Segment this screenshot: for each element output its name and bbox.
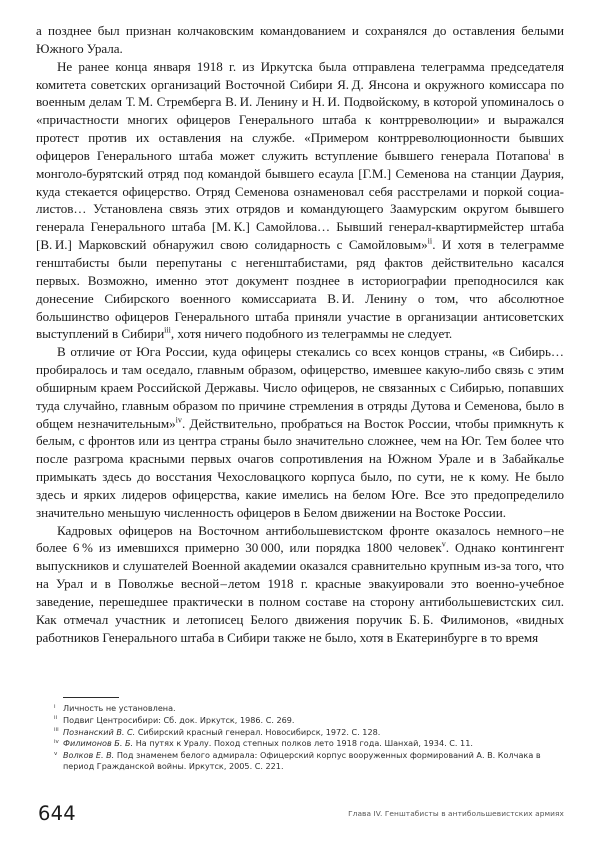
- footnote-item: [36, 727, 564, 738]
- footnote-separator-rule: [63, 697, 119, 698]
- footnote-marker: ii: [54, 715, 58, 722]
- paragraph-siberia: В отличие от Юга России, куда офицеры стекались со всех концов страны, «в Сибирь… пробиралось и там оседало, главным образом, офицерство, имевшее какую-либо связь с этим обширным краем Российской Державы. Число офицеров, не связанных с Сибирью, попавших туда случайно, главным образом по причине стремления в отряды Дутова и Семенова, было в общем незначительным»$^{iv}$. Действительно, пробраться на Восток России, чтобы примкнуть к белым, с фронтов или из центра страны было значительно сложнее, чем на Юг. Тем более что после разгрома красными первых очагов сопротивления на Южном Урале и в Забайкалье примыкать здесь до восстания Чехословацкого корпуса было, по сути, не к кому. Не было здесь и ярких лидеров офицерства, какие имелись на белом Юге. Все это предопределило значительно меньшую численность офицеров в Белом движении на Востоке России.: [36, 344, 564, 520]
- page-body-text: [36, 22, 564, 647]
- footnote-text: Под знаменем белого адмирала: Офицерский корпус вооруженных формирований А. В. Колчака в период Гражданской войны. Иркутск, 2005. С. 221.: [63, 750, 541, 772]
- page-footer: [0, 800, 600, 840]
- footnote-text: Подвиг Центросибири: Сб. док. Иркутск, 1986. С. 269.: [63, 714, 295, 725]
- footnote-author: Волков Е. В.: [63, 750, 117, 761]
- footnote-item: [36, 738, 564, 749]
- paragraph-cadre-officers: Кадровых офицеров на Восточном антибольшевистском фронте оказалось немного – не более 6 % из имевшихся примерно 30 000, или порядка 1800 человек$^v$. Однако контингент выпускников и слушателей Военной академии оказался сравнительно крупным из-за того, что на Урал и в Поволжье весной – летом 1918 г. красные эвакуировали это военно-учебное заведение, перешедшее практически в полном составе на сторону антибольшевистских сил. Как отмечал участник и летописец Белого движения поручик Б. Б. Филимонов, «видных работников Генерального штаба в Сибири также не было, хотя в Екатеринбурге в то время: [36, 522, 565, 645]
- footnote-marker: v: [54, 750, 58, 757]
- paragraph-telegram: Не ранее конца января 1918 г. из Иркутска была отправлена телеграмма председателя комитета советских организаций Восточной Сибири Я. Д. Янсона и окружного комиссара по военным делам Т. М. Стремберга В. И. Ленину и Н. И. Подвойскому, в которой упоминалось о «причастности многих офицеров Генерального штаба к контрреволюции» и выражался протест против их оставления на службе. «Примером контрреволюционности бывших офицеров Генерального штаба может служить вступление бывшего генерала Потапова$^i$ в монголо-бурятский отряд под командой бывшего есаула [Г.М.] Семенова на станции Даурия, куда стекается офицерство. Отряд Семенова ознаменовал себя расстрелами и поркой социалистов… Установлена связь этих отрядов и командующего Заамурским округом бывшего генерала Генерального штаба [М. К.] Самойлова… Бывший генерал-квартирмейстер штаба [В. И.] Марковский обнаружил свою солидарность с Самойловым»$^{ii}$. И хотя в телеграмме генштабисты были перепутаны с негенштабистами, ряд фактов действительно касался первых. Возможно, именно этот документ позднее в историографии преподносился как донесение Сибирского военного комиссариата В. И. Ленину о том, что абсолютное большинство офицеров Генерального штаба приняли участие в организации антисоветских выступлений в Сибири$^{iii}$, хотя ничего подобного из телеграммы не следует.: [36, 58, 564, 342]
- footnote-item: [36, 750, 564, 772]
- footnote-item: [36, 715, 564, 726]
- footnote-item: [36, 703, 564, 714]
- footnote-text: На путях к Уралу. Поход степных полков лето 1918 года. Шанхай, 1934. С. 11.: [135, 738, 473, 749]
- footnote-marker: iv: [54, 738, 59, 745]
- footnote-marker: iii: [54, 727, 59, 734]
- footnote-text: Личность не установлена.: [63, 703, 176, 713]
- footnote-author: Филимонов Б. Б.: [63, 738, 136, 749]
- footnote-list: [36, 703, 564, 773]
- page-number: 644: [38, 802, 76, 825]
- footnote-text: Сибирский красный генерал. Новосибирск, 1972. С. 128.: [137, 726, 381, 737]
- footnote-author: Познанский В. С.: [63, 726, 138, 737]
- footnote-marker: i: [54, 703, 56, 710]
- footnotes-section: [36, 697, 564, 773]
- paragraph-continued: а позднее был признан колчаковским командованием и сохранялся до оставления белыми Южного Урала.: [36, 23, 564, 56]
- running-head-chapter-title: Глава IV. Генштабисты в антибольшевистских армиях: [348, 809, 564, 818]
